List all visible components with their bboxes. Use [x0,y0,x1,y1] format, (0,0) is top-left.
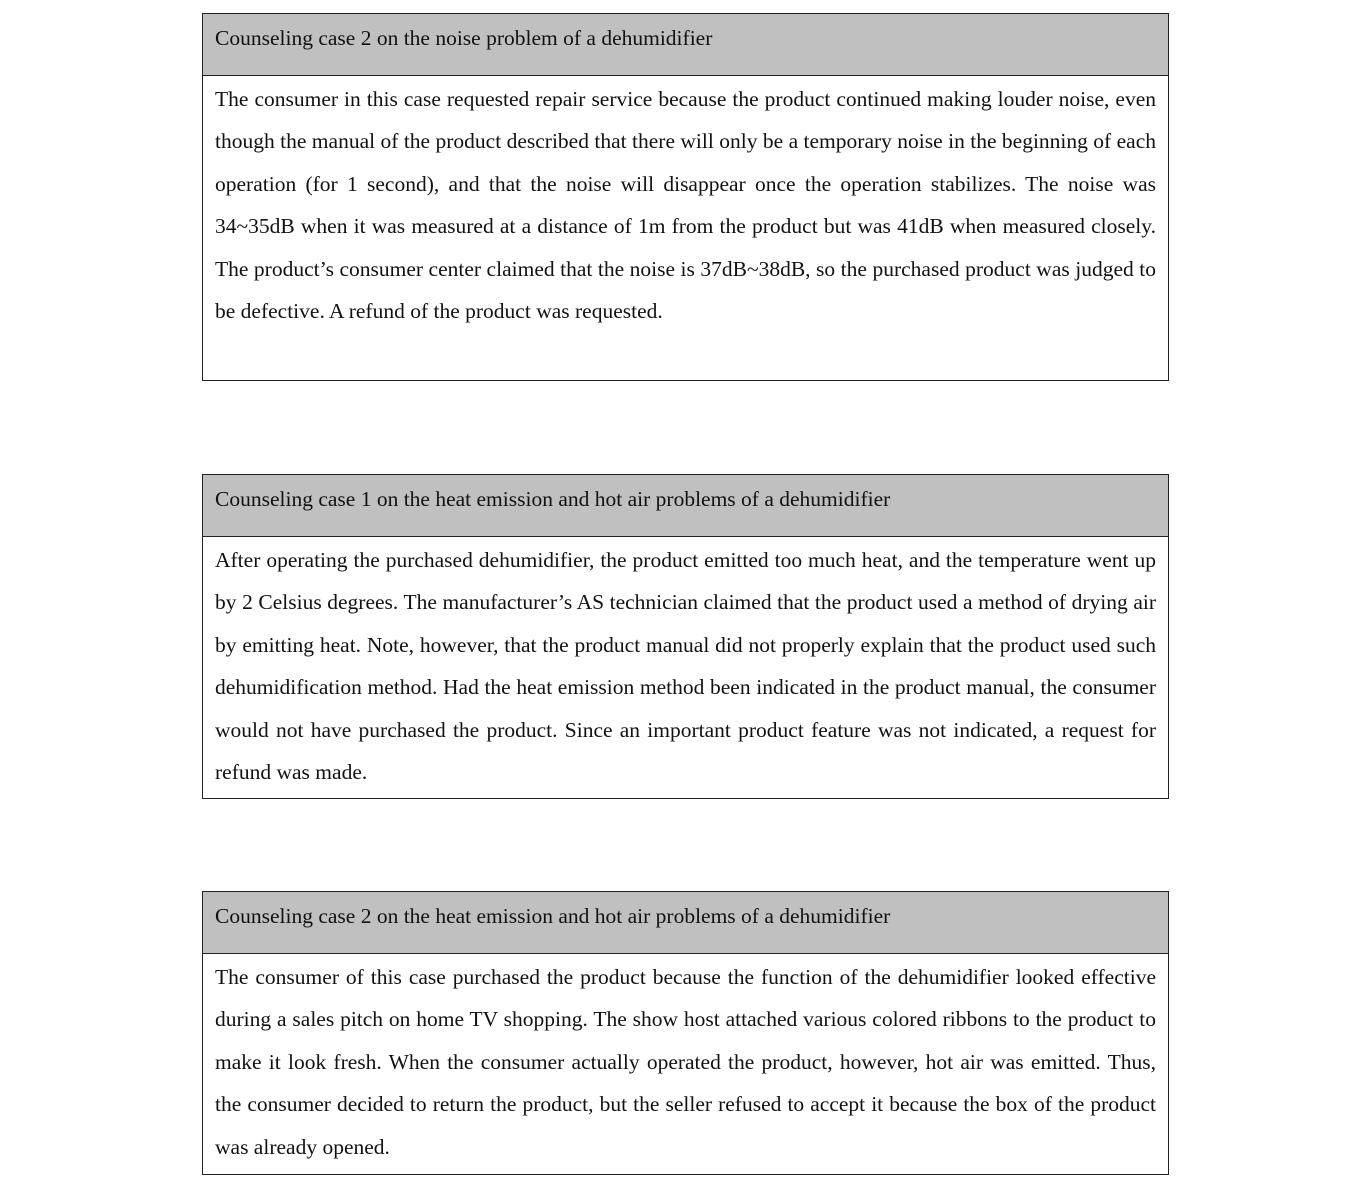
case-description: After operating the purchased dehumidifier, the product emitted too much heat, and the temperature went up by 2 Celsius degrees. The manufacturer’s AS technician claimed that the product used a method of drying air by emitting heat. Note, however, that the product manual did not properly explain that the product used such dehumidification method. Had the heat emission method been indicated in the product manual, the consumer would not have purchased the product. Since an important product feature was not indicated, a request for refund was made. [215,548,1156,785]
case-box-heat-2 [202,891,1169,1175]
case-title: Counseling case 2 on the heat emission and hot air problems of a dehumidifier [203,892,1168,954]
case-box-heat-1 [202,474,1169,799]
case-title: Counseling case 2 on the noise problem of a dehumidifier [203,14,1168,76]
case-box-noise-2 [202,13,1169,381]
case-description: The consumer in this case requested repair service because the product continued making louder noise, even though the manual of the product described that there will only be a temporary noise in the beginning of each operation (for 1 second), and that the noise will disappear once the operation stabilizes. The noise was 34~35dB when it was measured at a distance of 1m from the product but was 41dB when measured closely. The product’s consumer center claimed that the noise is 37dB~38dB, so the purchased product was judged to be defective. A refund of the product was requested. [215,87,1156,324]
case-description: The consumer of this case purchased the product because the function of the dehumidifier looked effective during a sales pitch on home TV shopping. The show host attached various colored ribbons to the product to make it look fresh. When the consumer actually operated the product, however, hot air was emitted. Thus, the consumer decided to return the product, but the seller refused to accept it because the box of the product was already opened. [215,965,1156,1159]
case-title: Counseling case 1 on the heat emission and hot air problems of a dehumidifier [203,475,1168,537]
